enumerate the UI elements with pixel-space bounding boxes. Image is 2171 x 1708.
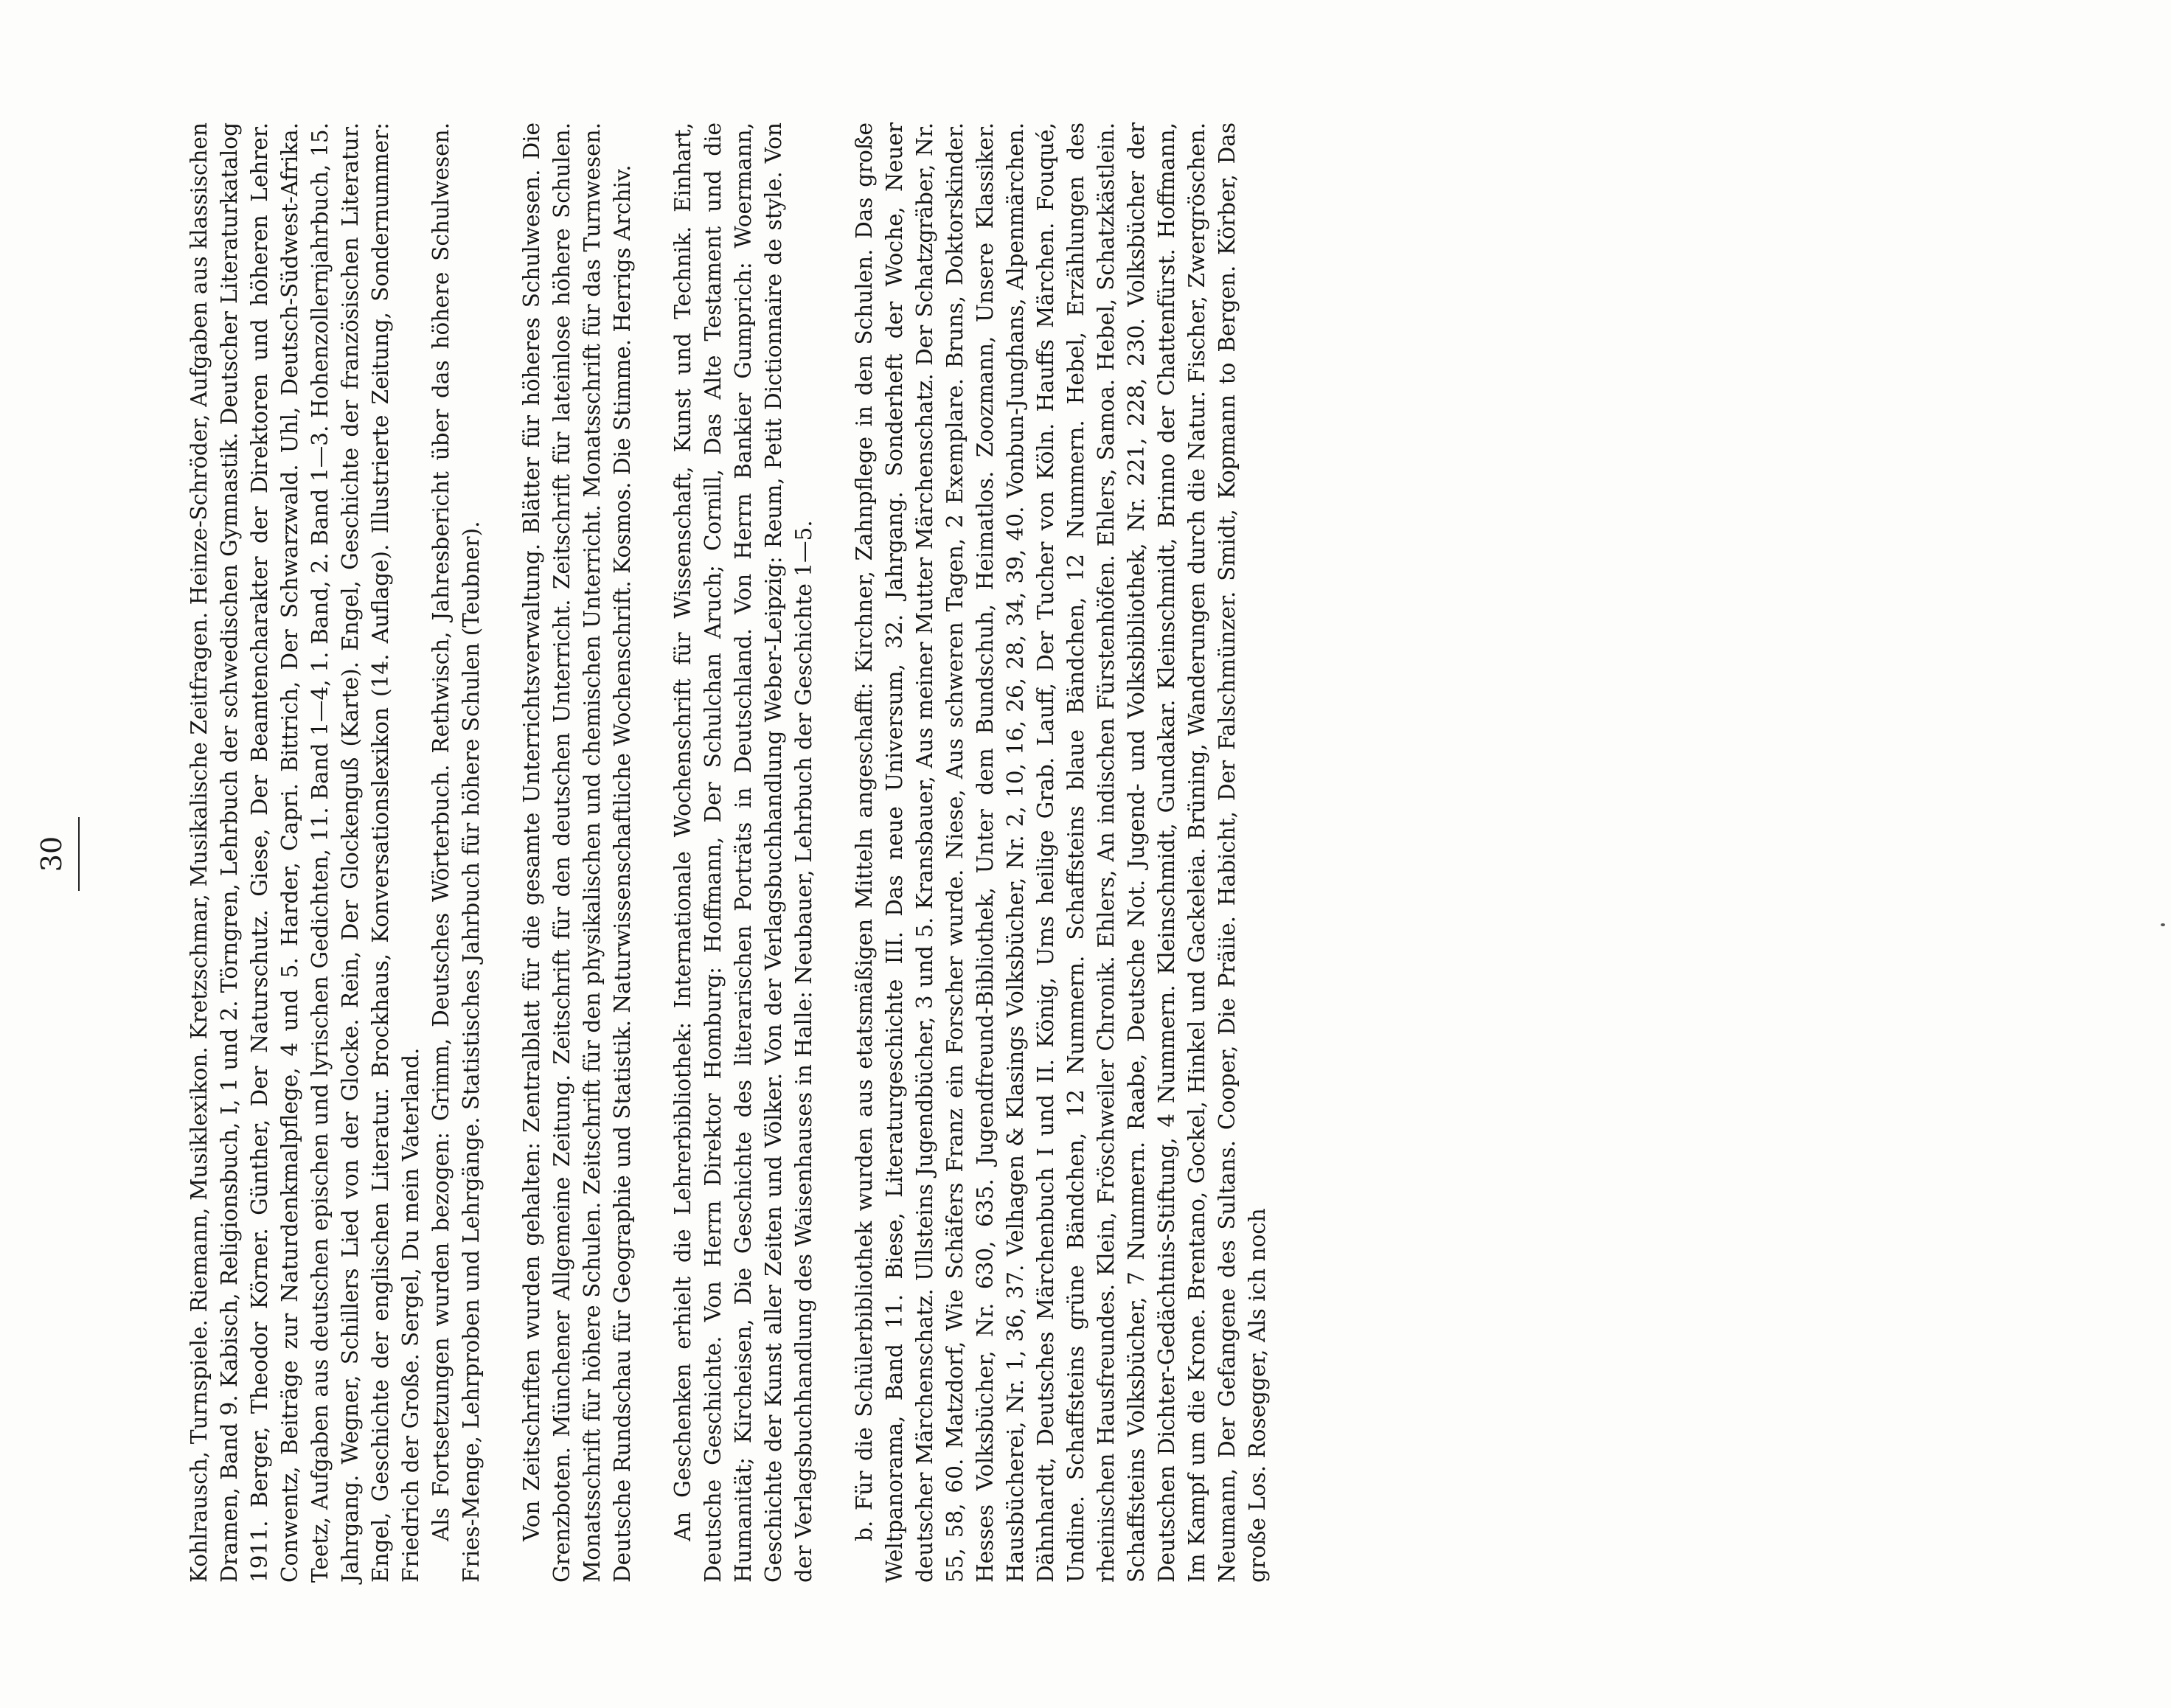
page-number-rule [78, 817, 80, 891]
paragraph-library-purchases: Kohlrausch, Turnspiele. Riemann, Musiklexikon. Kretzschmar, Musikalische Zeitfragen. Heinze-Schröder, Aufgaben aus klassischen Dramen, Band 9. Kabisch, Religionsbuch, I, 1 und 2. Törngren, Lehrbuch der schwedischen Gymnastik. Deutscher Literaturkatalog 1911. Berger, Theodor Körner. Günther, Der Naturschutz. Giese, Der Beamtencharakter der Direktoren und höheren Lehrer. Conwentz, Beiträge zur Naturdenkmalpflege, 4 und 5. Harder, Capri. Bittrich, Der Schwarzwald. Uhl, Deutsch-Südwest-Afrika. Teetz, Aufgaben aus deutschen epischen und lyrischen Gedichten, 11. Band 1—4, 1. Band, 2. Band 1—3. Hohenzollernjahrbuch, 15. Jahrgang. Wegner, Schillers Lied von der Glocke. Rein, Der Glockenguß (Karte). Engel, Geschichte der französischen Literatur. Engel, Geschichte der englischen Literatur. Brockhaus, Konversationslexikon (14. Auflage). Illustrierte Zeitung, Sondernummer: Friedrich der Große. Sergel, Du mein Vaterland. [187, 122, 423, 1583]
scan-speck [2161, 923, 2165, 926]
page-number: 30 [35, 836, 68, 872]
paragraph-gifts: An Geschenken erhielt die Lehrerbibliothek: Internationale Wochenschrift für Wissenschaft, Kunst und Technik. Einhart, Deutsche Geschichte. Von Herrn Direktor Homburg: Hoffmann, Der Schulchan Aruch; Cornill, Das Alte Testament und die Humanität; Kircheisen, Die Geschichte des literarischen Porträts in Deutschland. Von Herrn Bankier Gumprich: Woermann, Geschichte der Kunst aller Zeiten und Völker. Von der Verlagsbuchhandlung Weber-Leipzig: Reum, Petit Dictionnaire de style. Von der Verlagsbuchhandlung des Waisenhauses in Halle: Neubauer, Lehrbuch der Geschichte 1—5. [670, 122, 816, 1583]
paragraph-student-library: b. Für die Schülerbibliothek wurden aus etatsmäßigen Mitteln angeschafft: Kirchner, Zahnpflege in den Schulen. Das große Weltpanorama, Band 11. Biese, Literaturgeschichte III. Das neue Universum, 32. Jahrgang. Sonderheft der Woche, Neuer deutscher Märchenschatz. Ullsteins Jugendbücher, 3 und 5. Kransbauer, Aus meiner Mutter Märchenschatz. Der Schatzgräber, Nr. 55, 58, 60. Matzdorf, Wie Schäfers Franz ein Forscher wurde. Niese, Aus schweren Tagen, 2 Exemplare. Bruns, Doktorskinder. Hesses Volksbücher, Nr. 630, 635. Jugendfreund-Bibliothek, Unter dem Bundschuh, Heimatlos. Zoozmann, Unsere Klassiker. Hausbücherei, Nr. 1, 36, 37. Velhagen & Klasings Volksbücher, Nr. 2, 10, 16, 26, 28, 34, 39, 40. Vonbun-Junghans, Alpenmärchen. Dähnhardt, Deutsches Märchenbuch I und II. König, Ums heilige Grab. Lauff, Der Tucher von Köln. Hauffs Märchen. Fouqué, Undine. Schaffsteins grüne Bändchen, 12 Nummern. Schaffsteins blaue Bändchen, 12 Nummern. Hebel, Erzählungen des rheinischen Hausfreundes. Klein, Fröschweiler Chronik. Ehlers, An indischen Fürstenhöfen. Ehlers, Samoa. Hebel, Schatzkästlein. Schaffsteins Volksbücher, 7 Nummern. Raabe, Deutsche Not. Jugend- und Volksbibliothek, Nr. 221, 228, 230. Volksbücher der Deutschen Dichter-Gedächtnis-Stiftung, 4 Nummern. Kleinschmidt, Gundakar. Kleinschmidt, Brinno der Chattenfürst. Hoffmann, Im Kampf um die Krone. Brentano, Gockel, Hinkel und Gackeleia. Brüning, Wanderungen durch die Natur. Fischer, Zwergröschen. Neumann, Der Gefangene des Sultans. Cooper, Die Präiie. Habicht, Der Falschmünzer. Smidt, Kopmann to Bergen. Körber, Das große Los. Rosegger, Als ich noch [852, 122, 1270, 1583]
paragraph-periodicals: Von Zeitschriften wurden gehalten: Zentralblatt für die gesamte Unterrichtsverwaltung. Blätter für höheres Schulwesen. Die Grenzboten. Münchener Allgemeine Zeitung. Zeitschrift für den deutschen Unterricht. Zeitschrift für lateinlose höhere Schulen. Monatsschrift für höhere Schulen. Zeitschrift für den physikalischen und chemischen Unterricht. Monatsschrift für das Turnwesen. Deutsche Rundschau für Geographie und Statistik. Naturwissenschaftliche Wochenschrift. Kosmos. Die Stimme. Herrigs Archiv. [519, 122, 635, 1583]
paragraph-continuations: Als Fortsetzungen wurden bezogen: Grimm, Deutsches Wörterbuch. Rethwisch, Jahresbericht über das höhere Schulwesen. Fries-Menge, Lehrproben und Lehrgänge. Statistisches Jahrbuch für höhere Schulen (Teubner). [428, 122, 484, 1583]
body-text [184, 122, 1273, 1583]
